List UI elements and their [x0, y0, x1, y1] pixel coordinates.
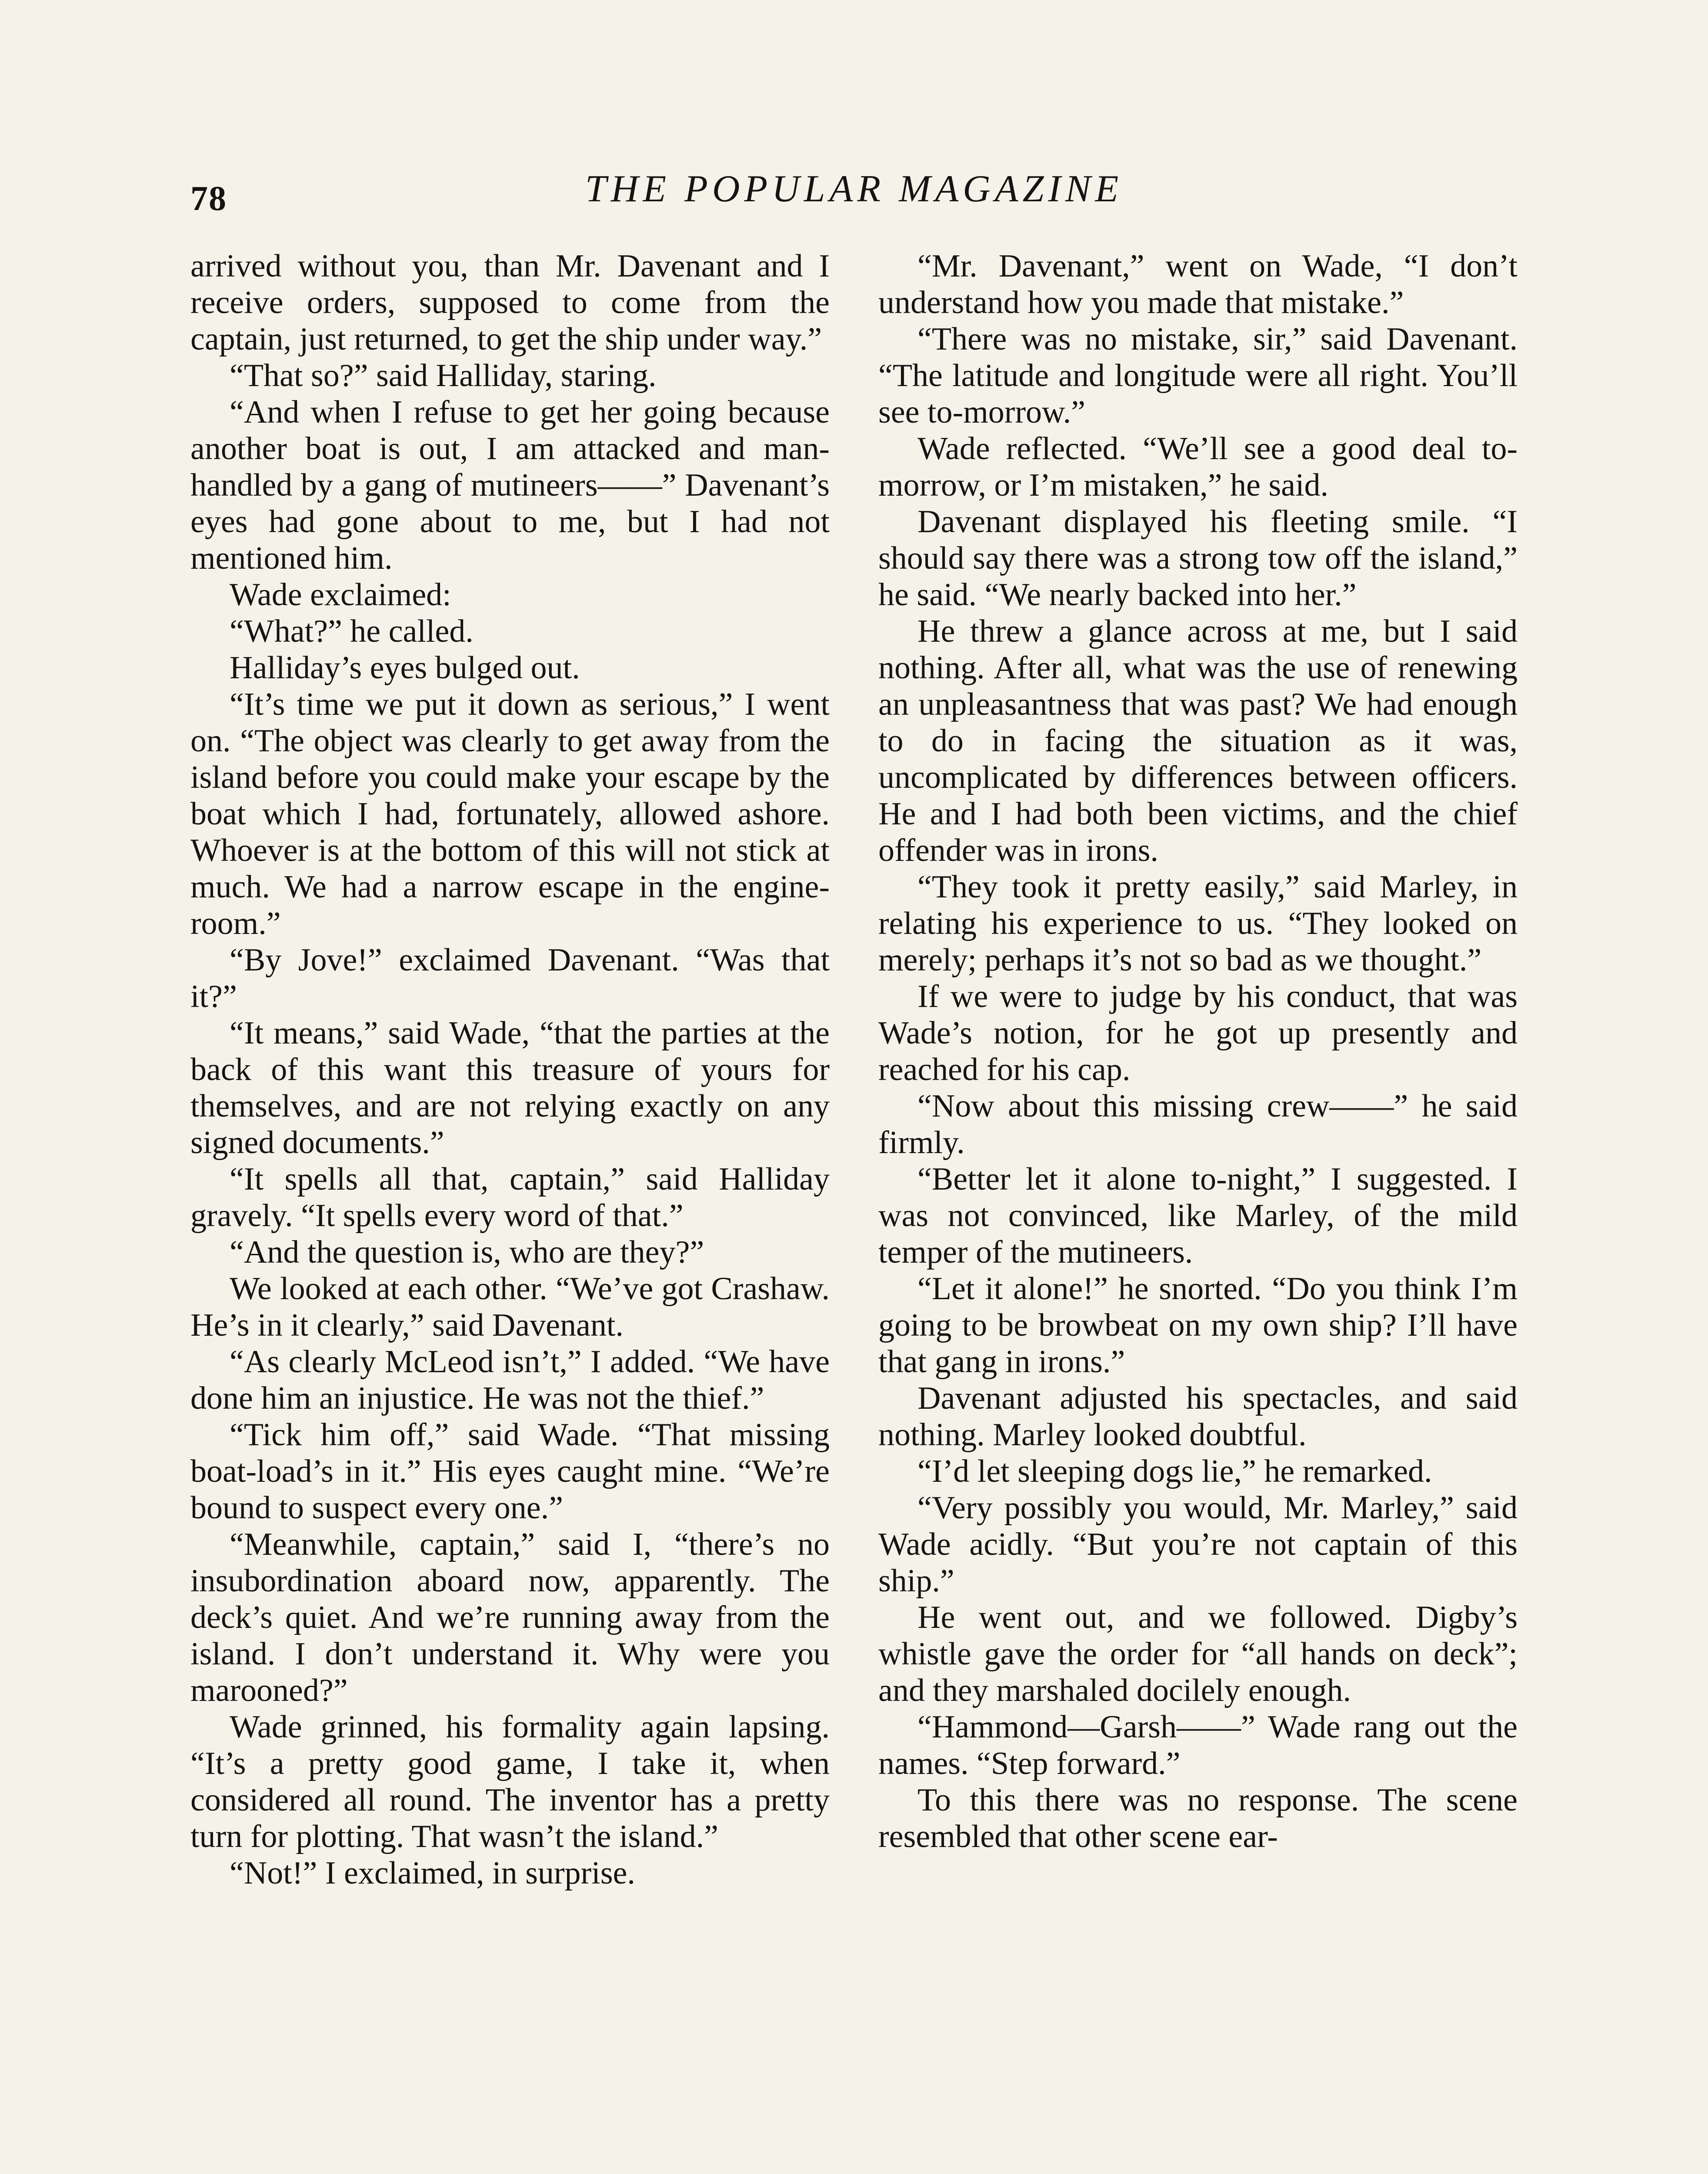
paragraph: We looked at each other. “We’ve got Crashaw. He’s in it clearly,” said Davenant. — [190, 1271, 830, 1343]
paragraph: To this there was no response. The scene resembled that other scene ear- — [878, 1782, 1518, 1854]
paragraph: “There was no mistake, sir,” said Davenant. “The latitude and longitude were all right. You’ll see to-morrow.” — [878, 321, 1518, 430]
paragraph: “It spells all that, captain,” said Halliday gravely. “It spells every word of that.” — [190, 1161, 830, 1234]
paragraph: “They took it pretty easily,” said Marley, in relating his experience to us. “They looked on merely; perhaps it’s not so bad as we thought.” — [878, 869, 1518, 978]
paragraph: “Hammond—Garsh——” Wade rang out the names. “Step forward.” — [878, 1709, 1518, 1781]
paragraph: Wade exclaimed: — [230, 577, 451, 613]
paragraph: Wade grinned, his formality again lapsing. “It’s a pretty good game, I take it, when considered all round. The inventor has a pretty turn for plotting. That wasn’t the island.” — [190, 1709, 830, 1854]
paragraph: “That so?” said Halliday, staring. — [230, 358, 657, 393]
running-head: THE POPULAR MAGAZINE — [585, 168, 1123, 210]
paragraph: “It’s time we put it down as serious,” I went on. “The object was clearly to get away from the island before you could make your escape by the boat which I had, fortunately, allowed ashore. Whoever is at the bottom of this will not stick at much. We had a narrow escape in the engine-room.” — [190, 687, 830, 941]
text-column-left — [190, 248, 830, 2174]
text-column-right — [878, 248, 1518, 2174]
paragraph: “Now about this missing crew——” he said firmly. — [878, 1088, 1518, 1160]
paragraph: “Better let it alone to-night,” I suggested. I was not convinced, like Marley, of the mild temper of the mutineers. — [878, 1161, 1518, 1270]
paragraph: “And the question is, who are they?” — [230, 1234, 704, 1270]
paragraph: Halliday’s eyes bulged out. — [230, 650, 580, 686]
paragraph: “Mr. Davenant,” went on Wade, “I don’t understand how you made that mistake.” — [878, 248, 1518, 320]
paragraph: He went out, and we followed. Digby’s whistle gave the order for “all hands on deck”; and they marshaled docilely enough. — [878, 1600, 1518, 1708]
paragraph: “Very possibly you would, Mr. Marley,” said Wade acidly. “But you’re not captain of this ship.” — [878, 1490, 1518, 1599]
paragraph: “And when I refuse to get her going because another boat is out, I am attacked and man-handled by a gang of mutineers——” Davenant’s eyes had gone about to me, but I had not mentioned him. — [190, 394, 830, 576]
paragraph: “I’d let sleeping dogs lie,” he remarked. — [917, 1454, 1432, 1489]
paragraph: “What?” he called. — [230, 614, 474, 649]
paragraph: He threw a glance across at me, but I said nothing. After all, what was the use of renewing an unpleasantness that was past? We had enough to do in facing the situation as it was, uncomplicated by differences between officers. He and I had both been victims, and the chief offender was in irons. — [878, 614, 1518, 868]
paragraph: “Not!” I exclaimed, in surprise. — [230, 1855, 635, 1891]
paragraph: Davenant displayed his fleeting smile. “I should say there was a strong tow off the island,” he said. “We nearly backed into her.” — [878, 504, 1518, 613]
paragraph: “It means,” said Wade, “that the parties at the back of this want this treasure of yours for themselves, and are not relying exactly on any signed documents.” — [190, 1015, 830, 1160]
paragraph: Wade reflected. “We’ll see a good deal to-morrow, or I’m mistaken,” he said. — [878, 431, 1518, 503]
paragraph: If we were to judge by his conduct, that was Wade’s notion, for he got up presently and reached for his cap. — [878, 979, 1518, 1087]
paragraph: arrived without you, than Mr. Davenant and I receive orders, supposed to come from the captain, just returned, to get the ship under way.” — [190, 248, 830, 357]
paragraph: Davenant adjusted his spectacles, and said nothing. Marley looked doubtful. — [878, 1380, 1518, 1453]
page-number: 78 — [190, 180, 227, 218]
paragraph: “By Jove!” exclaimed Davenant. “Was that it?” — [190, 942, 830, 1014]
page-header — [190, 167, 1518, 219]
paragraph: “Let it alone!” he snorted. “Do you think I’m going to be browbeat on my own ship? I’ll have that gang in irons.” — [878, 1271, 1518, 1380]
paragraph: “As clearly McLeod isn’t,” I added. “We have done him an injustice. He was not the thief.” — [190, 1344, 830, 1416]
paragraph: “Tick him off,” said Wade. “That missing boat-load’s in it.” His eyes caught mine. “We’re bound to suspect every one.” — [190, 1417, 830, 1526]
paragraph: “Meanwhile, captain,” said I, “there’s no insubordination aboard now, apparently. The deck’s quiet. And we’re running away from the island. I don’t understand it. Why were you marooned?” — [190, 1527, 830, 1708]
